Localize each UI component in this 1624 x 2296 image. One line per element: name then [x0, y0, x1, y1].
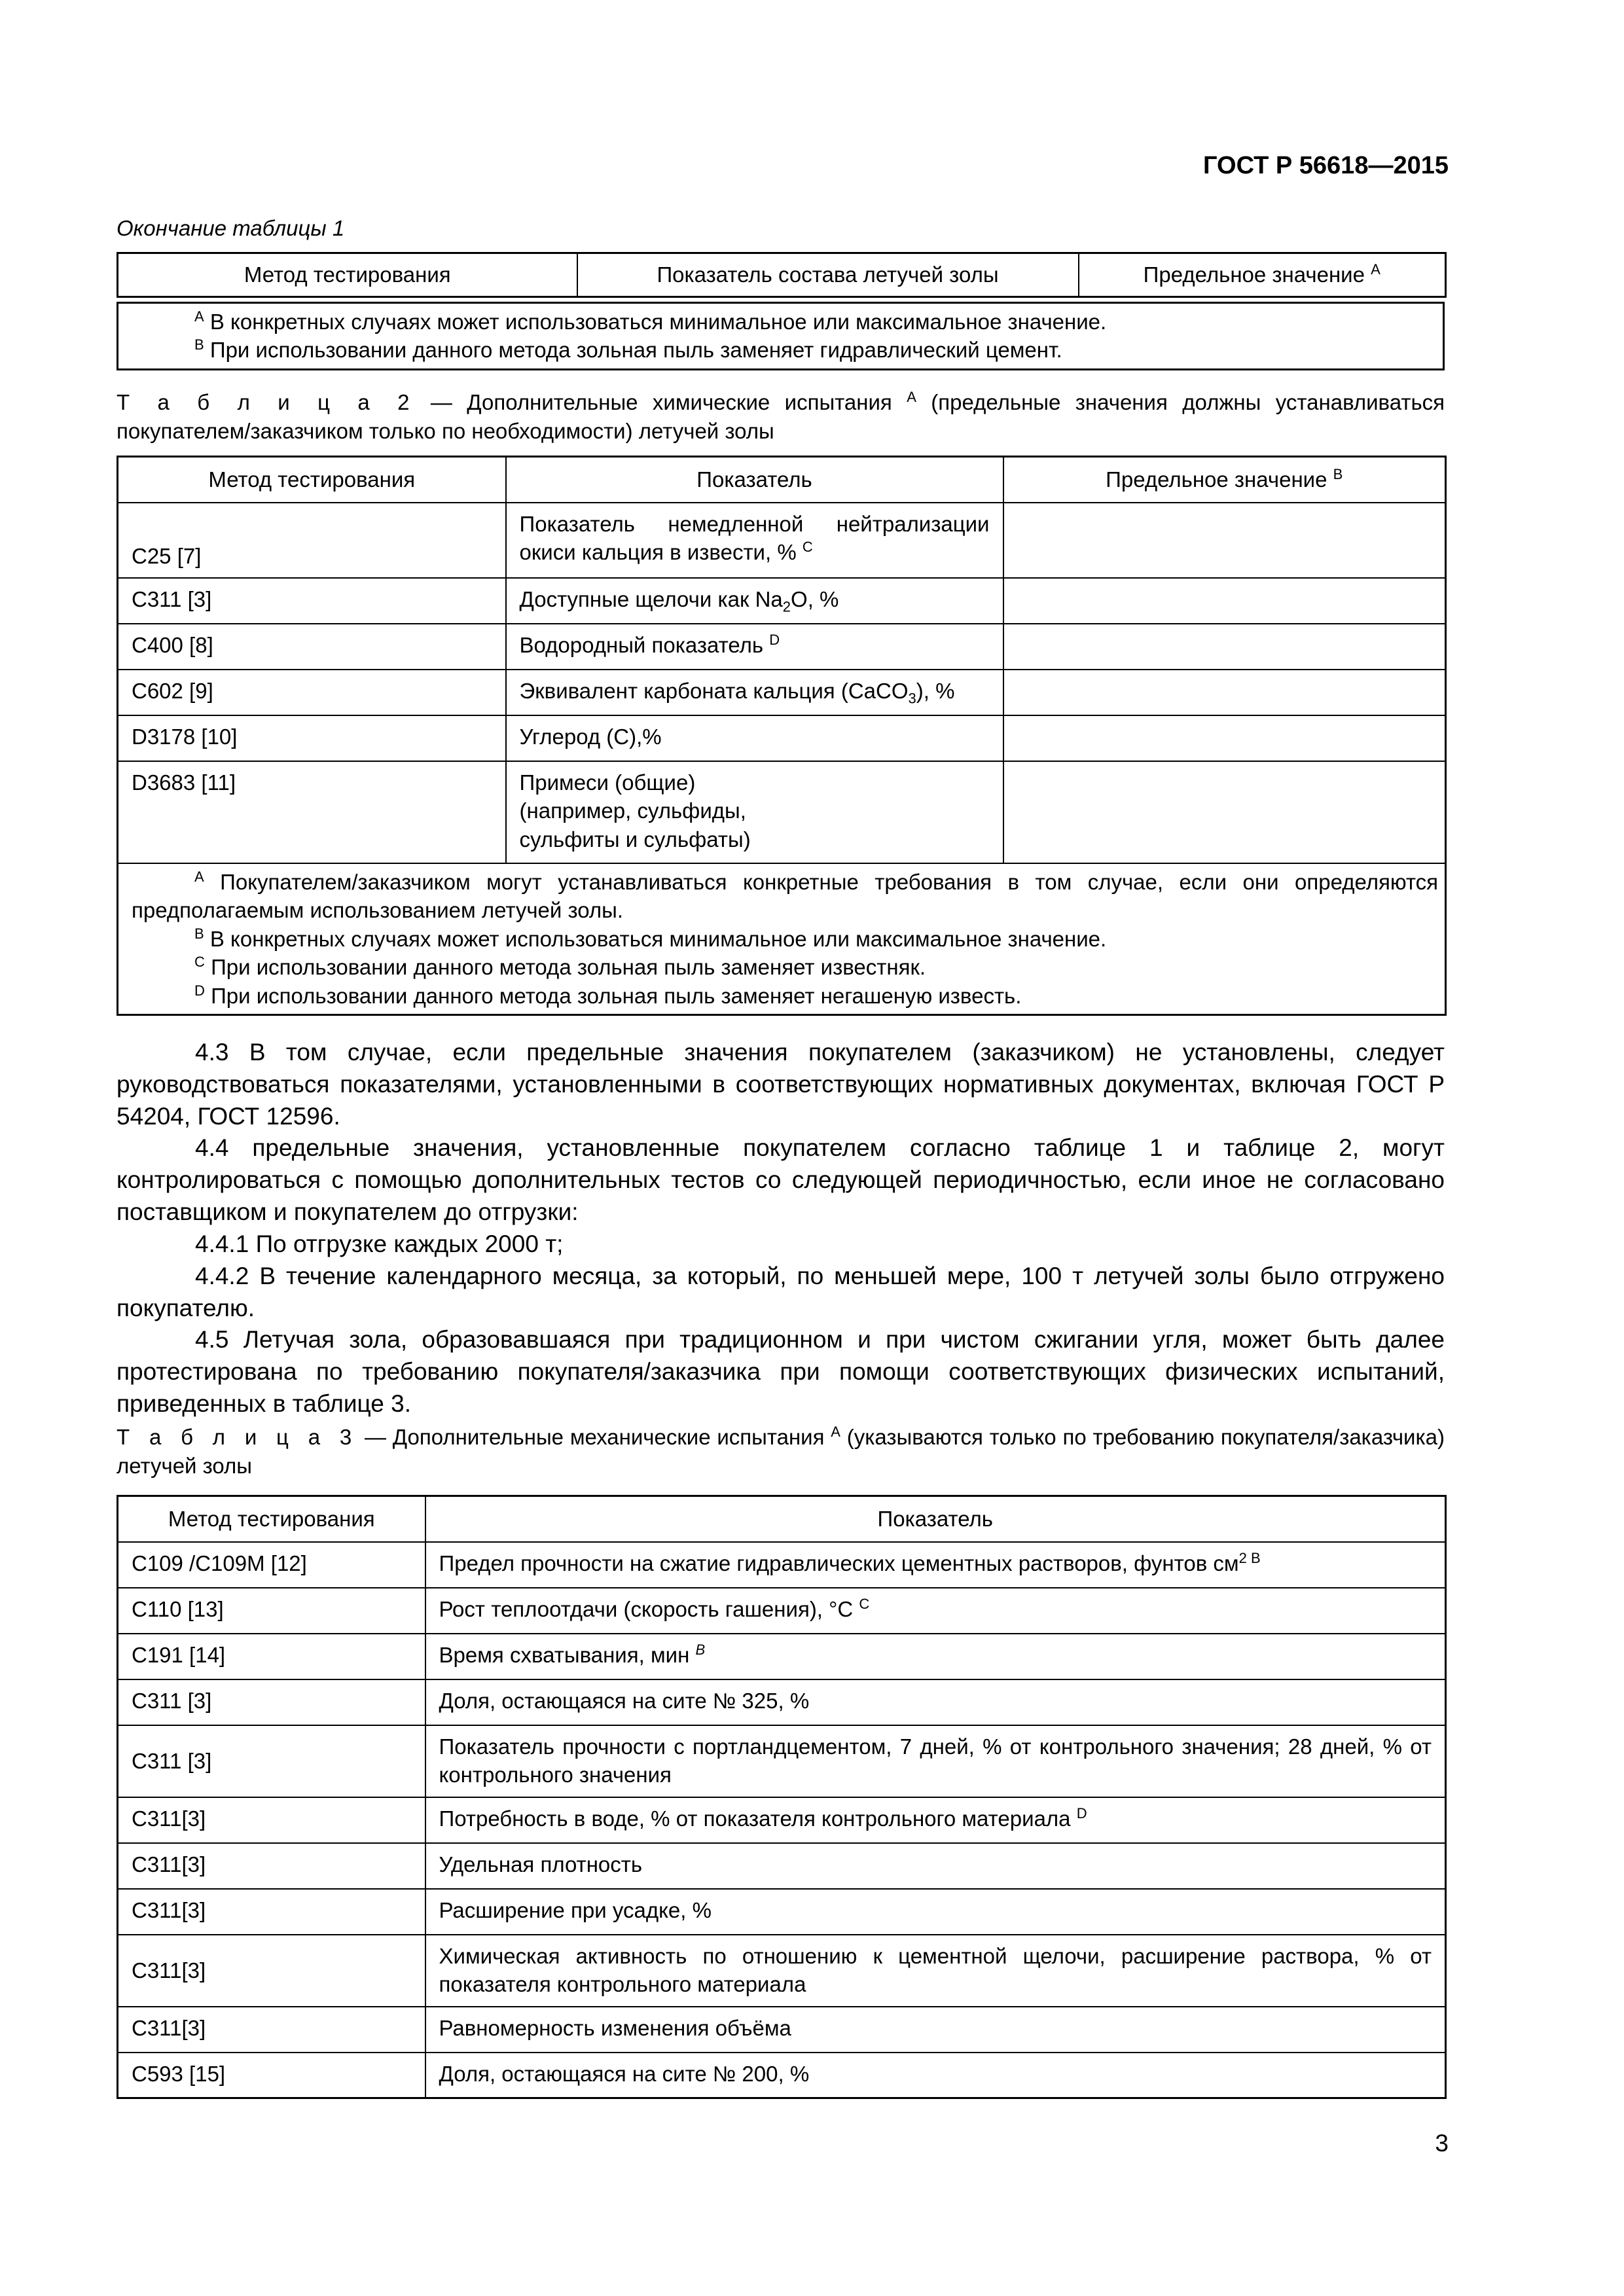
indicator-text: Равномерность изменения объёма	[439, 2015, 791, 2040]
table2-caption	[117, 388, 1445, 445]
indicator-cell	[425, 1588, 1446, 1634]
indicator-line: сульфиты и сульфаты)	[519, 827, 751, 852]
limit-cell	[1003, 578, 1446, 624]
note-text: При использовании данного метода зольная пыль заменяет известняк.	[211, 955, 926, 980]
method-cell	[118, 1843, 425, 1889]
footnote-mark: C	[802, 539, 813, 556]
indicator-cell	[425, 1679, 1446, 1725]
table2-notes	[118, 863, 1446, 1015]
table2-table	[117, 456, 1447, 1016]
footnote-mark: D	[194, 982, 205, 999]
table2-header-indicator	[506, 457, 1003, 503]
limit-cell	[1003, 715, 1446, 761]
header-text: Показатель	[696, 467, 812, 492]
table-row	[118, 1797, 1446, 1843]
body-text	[117, 1037, 1445, 1420]
table-row	[118, 578, 1446, 624]
method-text: C602 [9]	[132, 678, 213, 703]
method-cell	[118, 715, 506, 761]
table3	[117, 1495, 1445, 2099]
table-row	[118, 1935, 1446, 2007]
table-row	[118, 715, 1446, 761]
footnote-mark: B	[1333, 465, 1343, 482]
indicator-cell	[506, 503, 1003, 578]
footnote-mark: A	[831, 1424, 840, 1440]
indicator-text: Эквивалент карбоната кальция (CaCO	[519, 678, 909, 703]
header-text: Показатель состава летучей золы	[657, 262, 999, 287]
method-cell	[118, 578, 506, 624]
subscript: 2	[782, 598, 791, 615]
document-id: ГОСТ Р 56618—2015	[1203, 152, 1449, 179]
table1-note	[132, 336, 1436, 365]
indicator-text: Водородный показатель	[519, 632, 764, 657]
note-text: Покупателем/заказчиком могут устанавливаться конкретные требования в том случае, если они определяются предполагаемым использованием летучей золы.	[132, 869, 1438, 923]
method-cell	[118, 1725, 425, 1797]
method-cell	[118, 1889, 425, 1935]
indicator-text: Предел прочности на сжатие гидравлических цементных растворов, фунтов см	[439, 1551, 1239, 1575]
indicator-text: Углерод (С),%	[519, 724, 662, 749]
indicator-cell	[425, 1542, 1446, 1588]
footnote-mark: A	[194, 868, 204, 885]
method-text: C311 [3]	[132, 1748, 212, 1773]
indicator-cell	[506, 761, 1003, 863]
table2-note	[132, 925, 1438, 954]
table-row	[118, 1542, 1446, 1588]
table2-note	[132, 868, 1438, 925]
paragraph-4-4: 4.4 предельные значения, установленные покупателем согласно таблице 1 и таблице 2, могут контролироваться с помощью дополнительных тестов со следующей периодичностью, если иное не согласовано поставщиком и покупателем до отгрузки:	[117, 1134, 1445, 1226]
indicator-cell	[506, 624, 1003, 670]
header-text: Метод тестирования	[208, 467, 416, 492]
method-text: C311 [3]	[132, 586, 212, 611]
table1-header-row	[118, 253, 1446, 297]
footnote-mark: D	[769, 631, 780, 648]
indicator-cell	[425, 1634, 1446, 1679]
table-row	[118, 1843, 1446, 1889]
note-text: При использовании данного метода зольная пыль заменяет негашеную известь.	[211, 983, 1022, 1008]
paragraph-4-4-1: 4.4.1 По отгрузке каждых 2000 т;	[195, 1230, 564, 1257]
table2	[117, 456, 1445, 1016]
note-text: В конкретных случаях может использоваться минимальное или максимальное значение.	[209, 309, 1107, 334]
method-text: C191 [14]	[132, 1642, 226, 1667]
table1-notes	[117, 302, 1445, 370]
table-row	[118, 761, 1446, 863]
table1-continuation-caption: Окончание таблицы 1	[117, 216, 345, 240]
table-row	[118, 1725, 1446, 1797]
footnote-mark: C	[859, 1595, 870, 1612]
method-cell	[118, 1634, 425, 1679]
table-row	[118, 2007, 1446, 2053]
method-text: C109 /C109M [12]	[132, 1551, 307, 1575]
indicator-cell	[425, 1843, 1446, 1889]
table3-caption	[117, 1423, 1445, 1480]
table1-header-method	[118, 253, 577, 297]
table3-header-row	[118, 1496, 1446, 1542]
footnote-mark: A	[1371, 261, 1380, 278]
indicator-text: Показатель немедленной нейтрализации окиси кальция в извести, %	[519, 511, 990, 565]
paragraph-4-4-2: 4.4.2 В течение календарного месяца, за который, по меньшей мере, 100 т летучей золы было отгружено покупателю.	[117, 1262, 1445, 1321]
method-cell	[118, 2007, 425, 2053]
indicator-line: Примеси (общие)	[519, 770, 696, 795]
header-text: Предельное значение	[1106, 467, 1327, 492]
method-cell	[118, 2053, 425, 2098]
table-row	[118, 503, 1446, 578]
table-row	[118, 624, 1446, 670]
table3-label: Т а б л и ц а 3	[117, 1425, 359, 1449]
footnote-mark: A	[907, 389, 916, 405]
limit-cell	[1003, 670, 1446, 715]
table-row	[118, 1889, 1446, 1935]
page-number: 3	[1435, 2130, 1449, 2157]
footnote-mark: D	[1076, 1804, 1087, 1821]
method-cell	[118, 503, 506, 578]
table3-table	[117, 1495, 1447, 2099]
table2-notes-row	[118, 863, 1446, 1015]
indicator-cell	[425, 1797, 1446, 1843]
indicator-cell	[506, 670, 1003, 715]
footnote-mark: A	[194, 308, 204, 325]
method-text: C311[3]	[132, 1806, 206, 1831]
method-text: C593 [15]	[132, 2061, 226, 2086]
table3-header-method	[118, 1496, 425, 1542]
indicator-text: Рост теплоотдачи (скорость гашения), °С	[439, 1596, 854, 1621]
table2-header-row	[118, 457, 1446, 503]
footnote-mark: C	[194, 954, 205, 971]
indicator-line: (например, сульфиды,	[519, 798, 746, 823]
indicator-text: Потребность в воде, % от показателя контрольного материала	[439, 1806, 1071, 1831]
method-cell	[118, 1935, 425, 2007]
limit-cell	[1003, 503, 1446, 578]
indicator-text: Химическая активность по отношению к цементной щелочи, расширение раствора, % от показателя контрольного материала	[439, 1943, 1432, 1997]
table2-label: Т а б л и ц а 2	[117, 390, 416, 414]
table-row	[118, 1634, 1446, 1679]
subscript: 3	[908, 690, 916, 707]
table-row	[118, 1679, 1446, 1725]
indicator-text: Доля, остающаяся на сите № 200, %	[439, 2061, 810, 2086]
table1-end	[117, 252, 1445, 370]
indicator-text: Показатель прочности с портландцементом, 7 дней, % от контрольного значения; 28 дней, % от контрольного значения	[439, 1734, 1432, 1787]
indicator-text: Доступные щелочи как Na	[519, 586, 783, 611]
method-cell	[118, 761, 506, 863]
table2-title-rest: (предельные значения должны устанавливаться покупателем/заказчиком только по необходимости) летучей золы	[117, 390, 1445, 443]
table2-note	[132, 953, 1438, 982]
footnote-mark: 2 B	[1238, 1549, 1261, 1566]
method-text: C25 [7]	[132, 543, 202, 568]
table1-header-indicator	[577, 253, 1079, 297]
footnote-mark: B	[194, 925, 204, 942]
indicator-text: Время схватывания, мин	[439, 1642, 690, 1667]
paragraph-4-3: 4.3 В том случае, если предельные значения покупателем (заказчиком) не установлены, следует руководствоваться показателями, установленными в соответствующих нормативных документах, включая ГОСТ Р 54204, ГОСТ 12596.	[117, 1039, 1445, 1130]
table-row	[118, 2053, 1446, 2098]
method-cell	[118, 624, 506, 670]
limit-cell	[1003, 761, 1446, 863]
indicator-text: Расширение при усадке, %	[439, 1897, 712, 1922]
method-text: D3683 [11]	[132, 770, 236, 795]
indicator-cell	[425, 1935, 1446, 2007]
method-cell	[118, 1797, 425, 1843]
table-row	[118, 1588, 1446, 1634]
method-text: C311 [3]	[132, 1688, 212, 1713]
table3-title-rest: (указываются только по требованию покупателя/заказчика) летучей золы	[117, 1425, 1445, 1478]
indicator-cell	[425, 2007, 1446, 2053]
indicator-cell	[425, 2053, 1446, 2098]
method-text: C311[3]	[132, 2015, 206, 2040]
footnote-mark: B	[695, 1641, 706, 1658]
indicator-text-rest: ), %	[916, 678, 955, 703]
indicator-text: Доля, остающаяся на сите № 325, %	[439, 1688, 810, 1713]
indicator-cell	[506, 578, 1003, 624]
table2-note	[132, 982, 1438, 1011]
table1-header-limit	[1079, 253, 1446, 297]
method-text: C311[3]	[132, 1852, 206, 1876]
indicator-cell	[425, 1725, 1446, 1797]
method-text: C311[3]	[132, 1897, 206, 1922]
method-text: C400 [8]	[132, 632, 213, 657]
table2-header-limit	[1003, 457, 1446, 503]
table2-title: — Дополнительные химические испытания	[416, 390, 907, 414]
table2-header-method	[118, 457, 506, 503]
header-text: Метод тестирования	[168, 1506, 375, 1531]
method-text: C110 [13]	[132, 1596, 224, 1621]
indicator-text: Удельная плотность	[439, 1852, 643, 1876]
method-text: D3178 [10]	[132, 724, 238, 749]
limit-cell	[1003, 624, 1446, 670]
header-text: Предельное значение	[1143, 262, 1365, 287]
method-text: C311[3]	[132, 1958, 206, 1982]
header-text: Метод тестирования	[244, 262, 451, 287]
table3-header-indicator	[425, 1496, 1446, 1542]
indicator-text-rest: O, %	[791, 586, 839, 611]
indicator-cell	[506, 715, 1003, 761]
paragraph-4-5: 4.5 Летучая зола, образовавшаяся при традиционном и при чистом сжигании угля, может быть далее протестирована по требованию покупателя/заказчика при помощи соответствующих физических испытаний, приведенных в таблице 3.	[117, 1326, 1445, 1418]
table1-header-table	[117, 252, 1447, 298]
table1-note	[132, 308, 1436, 336]
header-text: Показатель	[877, 1506, 993, 1531]
method-cell	[118, 1679, 425, 1725]
table-row	[118, 670, 1446, 715]
method-cell	[118, 1588, 425, 1634]
indicator-cell	[425, 1889, 1446, 1935]
note-text: В конкретных случаях может использоваться минимальное или максимальное значение.	[209, 926, 1107, 951]
note-text: При использовании данного метода зольная пыль заменяет гидравлический цемент.	[209, 338, 1062, 363]
table3-title: — Дополнительные механические испытания	[358, 1425, 831, 1449]
footnote-mark: B	[194, 336, 204, 353]
method-cell	[118, 1542, 425, 1588]
method-cell	[118, 670, 506, 715]
